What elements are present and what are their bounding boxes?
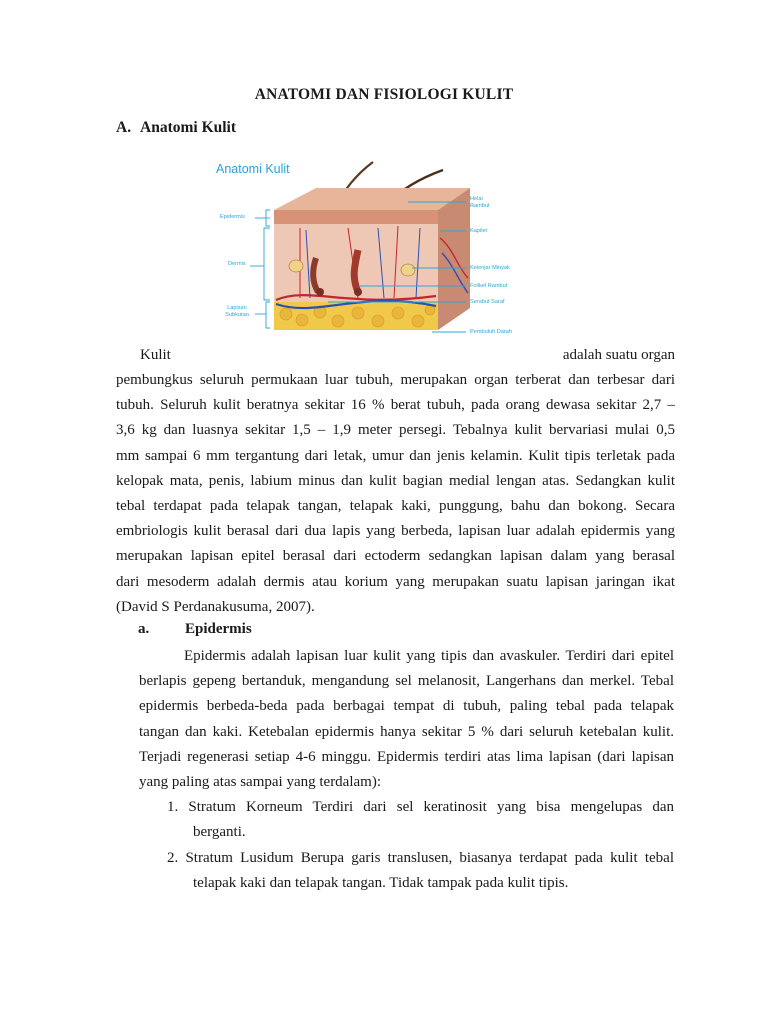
text-line: embriologis kulit berasal dari dua lapis yang berbeda, lapisan luar adalah epidermis yang	[116, 523, 675, 540]
list-item-continuation: telapak kaki dan telapak tangan. Tidak tampak pada kulit tipis.	[193, 875, 569, 892]
list-item-number: 1.	[167, 799, 179, 815]
list-item-text: Stratum Lusidum Berupa garis translusen, biasanya terdapat pada kulit tebal	[185, 850, 674, 866]
text-line: berlapis gepeng bertanduk, mengandung sel melanosit, Langerhans dan merkel. Tebal	[139, 673, 674, 690]
list-item-text: Stratum Korneum Terdiri dari sel keratinosit yang bisa mengelupas dan	[188, 799, 675, 815]
skin-anatomy-figure	[208, 158, 538, 344]
text-line: kelopak mata, penis, labium minus dan kulit bagian medial lengan atas. Sedangkan kulit	[116, 472, 675, 489]
subsection-a-title: Epidermis	[185, 621, 252, 637]
text-line: dari mesoderm adalah dermis atau korium yang merupakan suatu lapisan jaringan ikat	[116, 573, 675, 590]
label-serabut-saraf: Serabut Saraf	[470, 299, 505, 305]
section-a-number: A.	[116, 119, 132, 136]
text-line: Epidermis adalah lapisan luar kulit yang tipis dan avaskuler. Terdiri dari epitel	[184, 648, 674, 664]
text-line: 3,6 kg dan luasnya sekitar 1,5 – 1,9 meter persegi. Tebalnya kulit bervariasi mulai 0,5	[116, 422, 675, 439]
text-line: mm sampai 6 mm tergantung dari letak, umur dan jenis kelamin. Kulit tipis terletak pada	[116, 447, 675, 464]
text-line: tangan dan kaki. Ketebalan epidermis hanya sekitar 5 % dari seluruh ketebalan kulit.	[139, 723, 674, 740]
paragraph-1-body	[116, 368, 675, 620]
text-line: pembungkus seluruh permukaan luar tubuh, merupakan organ terberat dan terbesar dari	[116, 372, 675, 388]
label-helai-rambut: Helai Rambut	[470, 196, 490, 209]
skin-cross-section-illustration	[208, 158, 538, 344]
paragraph-1-continuation: adalah suatu organ	[562, 347, 675, 363]
label-epidermis: Epidermis	[220, 214, 245, 220]
section-a-title: Anatomi Kulit	[140, 119, 237, 136]
document-title: ANATOMI DAN FISIOLOGI KULIT	[254, 86, 514, 103]
list-item-continuation: berganti.	[193, 824, 246, 841]
list-item-number: 2.	[167, 850, 179, 866]
list-item	[139, 795, 674, 845]
section-a-heading	[116, 119, 236, 137]
text-line: Terjadi regenerasi setiap 4-6 minggu. Epidermis terdiri atas lima lapisan (dari lapisan	[139, 748, 674, 765]
paragraph-1-start: Kulit	[140, 347, 171, 363]
label-kapiler: Kapiler	[470, 228, 488, 234]
text-line: (David S Perdanakusuma, 2007).	[116, 598, 315, 615]
subsection-a-number: a.	[138, 621, 150, 637]
figure-title: Anatomi Kulit	[216, 162, 290, 176]
text-line: merupakan lapisan epitel berasal dari ectoderm sedangkan lapisan dalam yang berasal	[116, 548, 675, 565]
text-line: tubuh. Seluruh kulit beratnya sekitar 16 % berat tubuh, pada orang dewasa sekitar 2,7 –	[116, 397, 675, 414]
subsection-a-heading	[138, 621, 252, 638]
label-folikel-rambut: Folikel Rambut	[470, 283, 508, 289]
paragraph-2-body	[139, 644, 674, 795]
text-line: tebal terdapat pada telapak tangan, telapak kaki, punggung, bahu dan bokong. Secara	[116, 498, 675, 515]
label-dermis: Dermis	[228, 261, 246, 267]
label-lapisan-subkutan: Lapisan Subkutan	[225, 305, 249, 318]
text-line: yang paling atas sampai yang terdalam):	[139, 774, 381, 791]
label-pembuluh-darah: Pembuluh Darah	[470, 329, 512, 335]
label-kelenjar-minyak: Kelenjar Minyak	[470, 265, 510, 271]
list-item	[139, 846, 674, 896]
text-line: epidermis berbeda-beda pada berbagai tempat di tubuh, paling tebal pada telapak	[139, 698, 674, 715]
